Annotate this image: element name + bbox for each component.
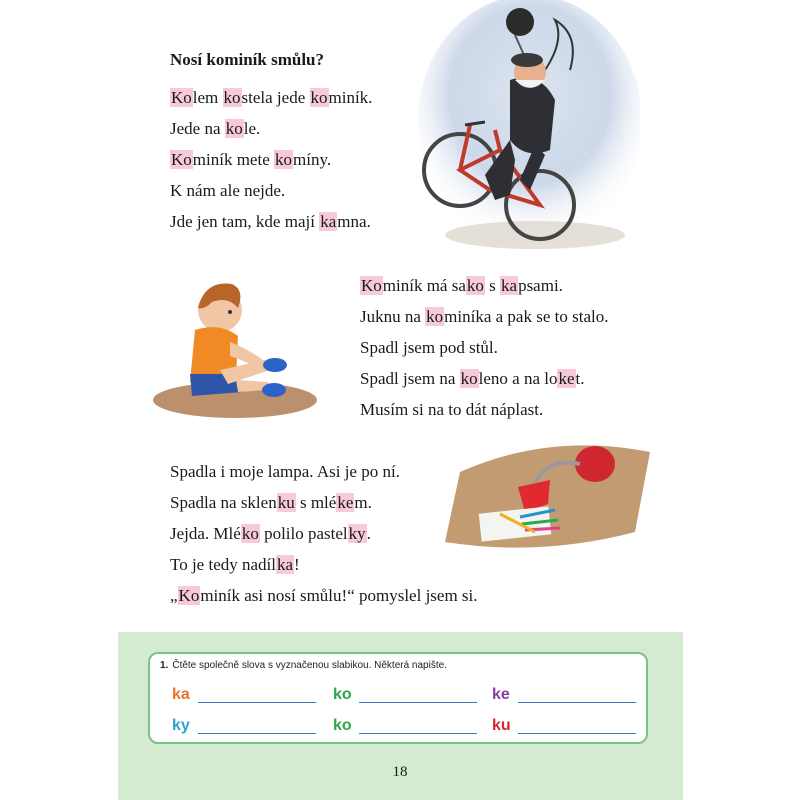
highlighted-syllable: ko xyxy=(275,150,292,169)
highlighted-syllable: ko xyxy=(466,276,484,295)
writing-line[interactable] xyxy=(518,733,636,734)
line-text: Musím si na to dát náplast. xyxy=(360,400,544,419)
poem-line xyxy=(170,212,371,232)
boy-illustration xyxy=(150,270,325,420)
line-text: m. xyxy=(354,493,372,512)
line-text: miník. xyxy=(328,88,373,107)
highlighted-syllable: ko xyxy=(310,88,328,107)
lamp-illustration xyxy=(440,432,655,557)
line-text: Jede na xyxy=(170,119,225,138)
highlighted-syllable: ko xyxy=(241,524,259,543)
line-text: s mlé xyxy=(295,493,337,512)
highlighted-syllable: ke xyxy=(558,369,575,388)
syllable-label: ku xyxy=(492,717,511,734)
writing-line[interactable] xyxy=(359,702,477,703)
line-text: Spadla na sklen xyxy=(170,493,277,512)
highlighted-syllable: ko xyxy=(426,307,444,326)
line-text: lem xyxy=(192,88,223,107)
line-text: Spadl jsem na xyxy=(360,369,460,388)
poem-title: Nosí kominík smůlu? xyxy=(170,50,324,69)
exercise-number: 1. xyxy=(160,660,169,671)
line-text: míny. xyxy=(293,150,332,169)
line-text: Jde jen tam, kde mají xyxy=(170,212,320,231)
poem-line xyxy=(360,307,608,327)
line-text: s xyxy=(484,276,501,295)
poem-line xyxy=(170,119,260,139)
line-text: Spadl jsem pod stůl. xyxy=(360,338,498,357)
line-text: miník mete xyxy=(192,150,274,169)
highlighted-syllable: ke xyxy=(337,493,354,512)
line-text: stela jede xyxy=(241,88,310,107)
poem-line xyxy=(170,150,331,170)
writing-line[interactable] xyxy=(359,733,477,734)
highlighted-syllable: ka xyxy=(501,276,518,295)
poem-line xyxy=(170,586,478,606)
line-text: . xyxy=(366,524,371,543)
syllable-label: ke xyxy=(492,686,510,703)
highlighted-syllable: ku xyxy=(277,493,295,512)
highlighted-syllable: Ko xyxy=(361,276,382,295)
poem-line xyxy=(170,462,400,482)
writing-line[interactable] xyxy=(518,702,636,703)
syllable-label: ka xyxy=(172,686,190,703)
syllable-label: ko xyxy=(333,686,352,703)
line-text: Juknu na xyxy=(360,307,426,326)
highlighted-syllable: Ko xyxy=(171,88,192,107)
highlighted-syllable: Ko xyxy=(171,150,192,169)
syllable-label: ko xyxy=(333,717,352,734)
poem-line xyxy=(360,369,585,389)
line-text: miníka a pak se to stalo. xyxy=(444,307,609,326)
highlighted-syllable: ky xyxy=(348,524,366,543)
writing-line[interactable] xyxy=(198,733,316,734)
line-text: t. xyxy=(575,369,585,388)
page-number: 18 xyxy=(392,764,408,780)
line-text: ! xyxy=(294,555,300,574)
chimney-sweep-illustration xyxy=(415,0,640,255)
line-text: polilo pastel xyxy=(259,524,348,543)
writing-line[interactable] xyxy=(198,702,316,703)
highlighted-syllable: ko xyxy=(460,369,478,388)
poem-line xyxy=(360,400,543,420)
highlighted-syllable: ko xyxy=(225,119,243,138)
poem-line xyxy=(170,524,371,544)
line-text: Spadla i moje lampa. Asi je po ní. xyxy=(170,462,400,481)
line-text: le. xyxy=(243,119,261,138)
poem-line xyxy=(170,493,372,513)
highlighted-syllable: Ko xyxy=(178,586,200,605)
line-text: miník asi nosí smůlu!“ pomyslel jsem si. xyxy=(200,586,478,605)
poem-line xyxy=(360,338,498,358)
highlighted-syllable: ka xyxy=(276,555,294,574)
syllable-label: ky xyxy=(172,717,190,734)
line-text: mna. xyxy=(337,212,371,231)
poem-line xyxy=(360,276,563,296)
poem-line xyxy=(170,88,372,108)
exercise-instruction-text: Čtěte společně slova s vyznačenou slabikou. Některá napište. xyxy=(172,660,447,671)
highlighted-syllable: ko xyxy=(223,88,241,107)
line-text: miník má sa xyxy=(382,276,466,295)
line-text: To je tedy nadíl xyxy=(170,555,276,574)
line-text: Jejda. Mlé xyxy=(170,524,241,543)
line-text: „ xyxy=(170,586,178,605)
line-text: psami. xyxy=(518,276,563,295)
poem-line xyxy=(170,555,300,575)
highlighted-syllable: ka xyxy=(320,212,337,231)
line-text: leno a na lo xyxy=(478,369,558,388)
line-text: K nám ale nejde. xyxy=(170,181,286,200)
poem-line xyxy=(170,181,285,201)
exercise-instruction xyxy=(160,660,447,671)
